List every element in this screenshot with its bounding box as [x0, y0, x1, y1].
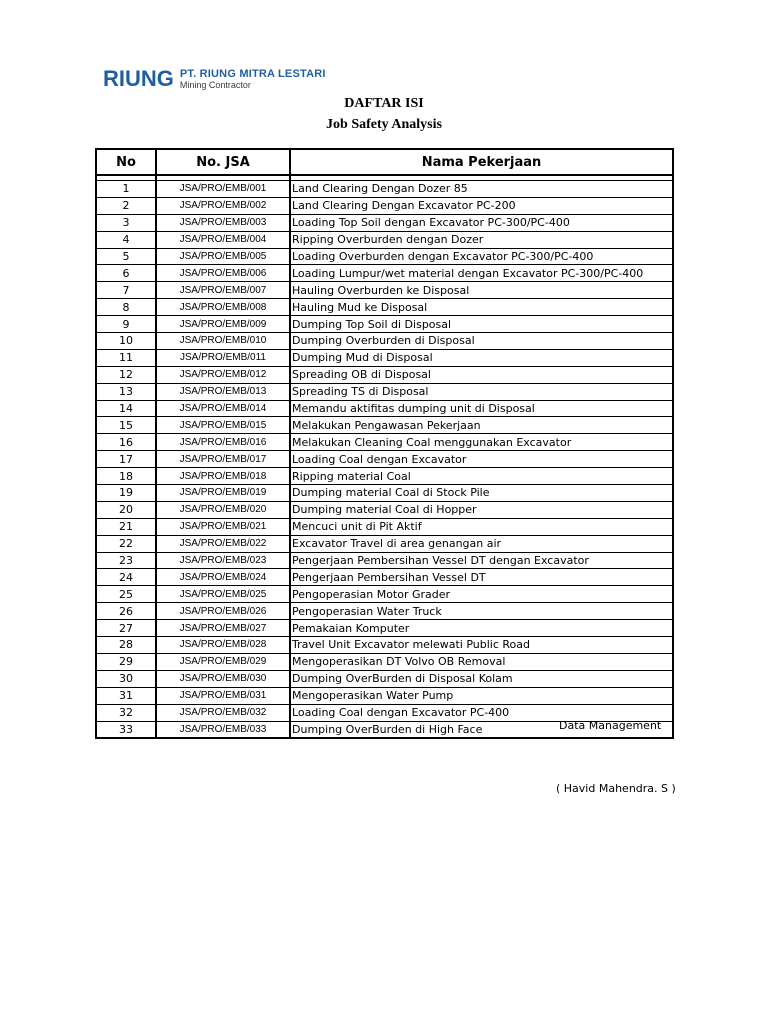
- column-header-no: No: [96, 149, 156, 175]
- row-number: 20: [96, 501, 156, 518]
- jsa-code: JSA/PRO/EMB/008: [156, 299, 290, 316]
- table-row: [96, 569, 673, 586]
- signatory-name: ( Havid Mahendra. S ): [556, 782, 676, 795]
- table-row: [96, 535, 673, 552]
- jsa-code: JSA/PRO/EMB/012: [156, 366, 290, 383]
- job-name: Melakukan Pengawasan Pekerjaan: [290, 417, 673, 434]
- row-number: 21: [96, 518, 156, 535]
- row-number: 31: [96, 687, 156, 704]
- logo-text: [180, 69, 326, 90]
- table-row: [96, 670, 673, 687]
- job-name: Loading Coal dengan Excavator PC-400: [290, 704, 673, 721]
- department-label: Data Management: [559, 719, 662, 732]
- jsa-code: JSA/PRO/EMB/014: [156, 400, 290, 417]
- row-number: 32: [96, 704, 156, 721]
- row-number: 17: [96, 451, 156, 468]
- column-header-jsa: No. JSA: [156, 149, 290, 175]
- table-row: [96, 603, 673, 620]
- row-number: 23: [96, 552, 156, 569]
- table-row: [96, 383, 673, 400]
- job-name: Dumping material Coal di Hopper: [290, 501, 673, 518]
- job-name: Ripping material Coal: [290, 468, 673, 485]
- table-row: [96, 197, 673, 214]
- row-number: 9: [96, 316, 156, 333]
- job-name: Excavator Travel di area genangan air: [290, 535, 673, 552]
- jsa-code: JSA/PRO/EMB/022: [156, 535, 290, 552]
- company-subtitle: Mining Contractor: [179, 79, 251, 90]
- jsa-table: [95, 148, 674, 739]
- jsa-code: JSA/PRO/EMB/006: [156, 265, 290, 282]
- jsa-code: JSA/PRO/EMB/001: [156, 181, 290, 198]
- job-name: Mengoperasikan Water Pump: [290, 687, 673, 704]
- table-row: [96, 366, 673, 383]
- job-name: Land Clearing Dengan Dozer 85: [290, 181, 673, 198]
- logo-mark-text: RIUNG: [103, 66, 174, 91]
- row-number: 7: [96, 282, 156, 299]
- row-number: 10: [96, 333, 156, 350]
- jsa-code: JSA/PRO/EMB/017: [156, 451, 290, 468]
- row-number: 19: [96, 485, 156, 502]
- table-row: [96, 231, 673, 248]
- row-number: 8: [96, 299, 156, 316]
- jsa-code: JSA/PRO/EMB/018: [156, 468, 290, 485]
- row-number: 18: [96, 468, 156, 485]
- jsa-code: JSA/PRO/EMB/015: [156, 417, 290, 434]
- table-row: [96, 586, 673, 603]
- job-name: Dumping OverBurden di High Face: [290, 721, 673, 738]
- job-name: Spreading OB di Disposal: [290, 366, 673, 383]
- job-name: Melakukan Cleaning Coal menggunakan Excavator: [290, 434, 673, 451]
- jsa-code: JSA/PRO/EMB/011: [156, 349, 290, 366]
- document-title: DAFTAR ISI: [344, 96, 424, 111]
- table-row: [96, 349, 673, 366]
- job-name: Dumping Overburden di Disposal: [290, 333, 673, 350]
- table-row: [96, 501, 673, 518]
- row-number: 33: [96, 721, 156, 738]
- row-number: 13: [96, 383, 156, 400]
- company-name: PT. RIUNG MITRA LESTARI: [179, 67, 326, 80]
- table-body: [96, 181, 673, 739]
- job-name: Pengerjaan Pembersihan Vessel DT: [290, 569, 673, 586]
- jsa-code: JSA/PRO/EMB/023: [156, 552, 290, 569]
- jsa-code: JSA/PRO/EMB/002: [156, 197, 290, 214]
- job-name: Dumping OverBurden di Disposal Kolam: [290, 670, 673, 687]
- company-logo: [103, 68, 326, 90]
- jsa-code: JSA/PRO/EMB/005: [156, 248, 290, 265]
- job-name: Hauling Mud ke Disposal: [290, 299, 673, 316]
- job-name: Ripping Overburden dengan Dozer: [290, 231, 673, 248]
- row-number: 29: [96, 653, 156, 670]
- row-number: 4: [96, 231, 156, 248]
- row-number: 24: [96, 569, 156, 586]
- job-name: Loading Top Soil dengan Excavator PC-300/PC-400: [290, 214, 673, 231]
- job-name: Loading Lumpur/wet material dengan Excavator PC-300/PC-400: [290, 265, 673, 282]
- jsa-code: JSA/PRO/EMB/019: [156, 485, 290, 502]
- table-row: [96, 518, 673, 535]
- row-number: 1: [96, 181, 156, 198]
- table-row: [96, 468, 673, 485]
- job-name: Pengoperasian Motor Grader: [290, 586, 673, 603]
- jsa-code: JSA/PRO/EMB/009: [156, 316, 290, 333]
- table-row: [96, 451, 673, 468]
- jsa-code: JSA/PRO/EMB/027: [156, 620, 290, 637]
- table-row: [96, 265, 673, 282]
- table-row: [96, 400, 673, 417]
- jsa-code: JSA/PRO/EMB/020: [156, 501, 290, 518]
- job-name: Hauling Overburden ke Disposal: [290, 282, 673, 299]
- table-row: [96, 181, 673, 198]
- table-row: [96, 687, 673, 704]
- jsa-code: JSA/PRO/EMB/004: [156, 231, 290, 248]
- job-name: Mencuci unit di Pit Aktif: [290, 518, 673, 535]
- row-number: 2: [96, 197, 156, 214]
- jsa-code: JSA/PRO/EMB/028: [156, 637, 290, 654]
- jsa-code: JSA/PRO/EMB/031: [156, 687, 290, 704]
- row-number: 30: [96, 670, 156, 687]
- jsa-code: JSA/PRO/EMB/032: [156, 704, 290, 721]
- jsa-code: JSA/PRO/EMB/026: [156, 603, 290, 620]
- table-row: [96, 316, 673, 333]
- table-header: [96, 149, 673, 175]
- table-row: [96, 637, 673, 654]
- row-number: 5: [96, 248, 156, 265]
- jsa-code: JSA/PRO/EMB/030: [156, 670, 290, 687]
- table-row: [96, 434, 673, 451]
- table-row: [96, 299, 673, 316]
- table-row: [96, 552, 673, 569]
- row-number: 3: [96, 214, 156, 231]
- jsa-code: JSA/PRO/EMB/033: [156, 721, 290, 738]
- job-name: Land Clearing Dengan Excavator PC-200: [290, 197, 673, 214]
- job-name: Dumping Top Soil di Disposal: [290, 316, 673, 333]
- table-row: [96, 653, 673, 670]
- row-number: 27: [96, 620, 156, 637]
- row-number: 22: [96, 535, 156, 552]
- jsa-code: JSA/PRO/EMB/025: [156, 586, 290, 603]
- row-number: 12: [96, 366, 156, 383]
- table-row: [96, 282, 673, 299]
- jsa-code: JSA/PRO/EMB/021: [156, 518, 290, 535]
- job-name: Loading Coal dengan Excavator: [290, 451, 673, 468]
- job-name: Memandu aktifitas dumping unit di Disposal: [290, 400, 673, 417]
- job-name: Pemakaian Komputer: [290, 620, 673, 637]
- row-number: 15: [96, 417, 156, 434]
- job-name: Loading Overburden dengan Excavator PC-300/PC-400: [290, 248, 673, 265]
- job-name: Pengoperasian Water Truck: [290, 603, 673, 620]
- table-row: [96, 485, 673, 502]
- jsa-code: JSA/PRO/EMB/007: [156, 282, 290, 299]
- table-row: [96, 214, 673, 231]
- table-row: [96, 620, 673, 637]
- job-name: Pengerjaan Pembersihan Vessel DT dengan Excavator: [290, 552, 673, 569]
- row-number: 16: [96, 434, 156, 451]
- job-name: Spreading TS di Disposal: [290, 383, 673, 400]
- job-name: Dumping Mud di Disposal: [290, 349, 673, 366]
- row-number: 25: [96, 586, 156, 603]
- jsa-code: JSA/PRO/EMB/013: [156, 383, 290, 400]
- job-name: Travel Unit Excavator melewati Public Road: [290, 637, 673, 654]
- row-number: 14: [96, 400, 156, 417]
- row-number: 26: [96, 603, 156, 620]
- jsa-code: JSA/PRO/EMB/029: [156, 653, 290, 670]
- table-row: [96, 248, 673, 265]
- row-number: 28: [96, 637, 156, 654]
- row-number: 6: [96, 265, 156, 282]
- jsa-code: JSA/PRO/EMB/010: [156, 333, 290, 350]
- jsa-code: JSA/PRO/EMB/003: [156, 214, 290, 231]
- table-row: [96, 417, 673, 434]
- job-name: Dumping material Coal di Stock Pile: [290, 485, 673, 502]
- column-header-name: Nama Pekerjaan: [290, 149, 673, 175]
- table-row: [96, 333, 673, 350]
- row-number: 11: [96, 349, 156, 366]
- riung-logo-mark: [103, 68, 174, 90]
- jsa-code: JSA/PRO/EMB/016: [156, 434, 290, 451]
- jsa-code: JSA/PRO/EMB/024: [156, 569, 290, 586]
- document-subtitle: Job Safety Analysis: [326, 117, 442, 132]
- job-name: Mengoperasikan DT Volvo OB Removal: [290, 653, 673, 670]
